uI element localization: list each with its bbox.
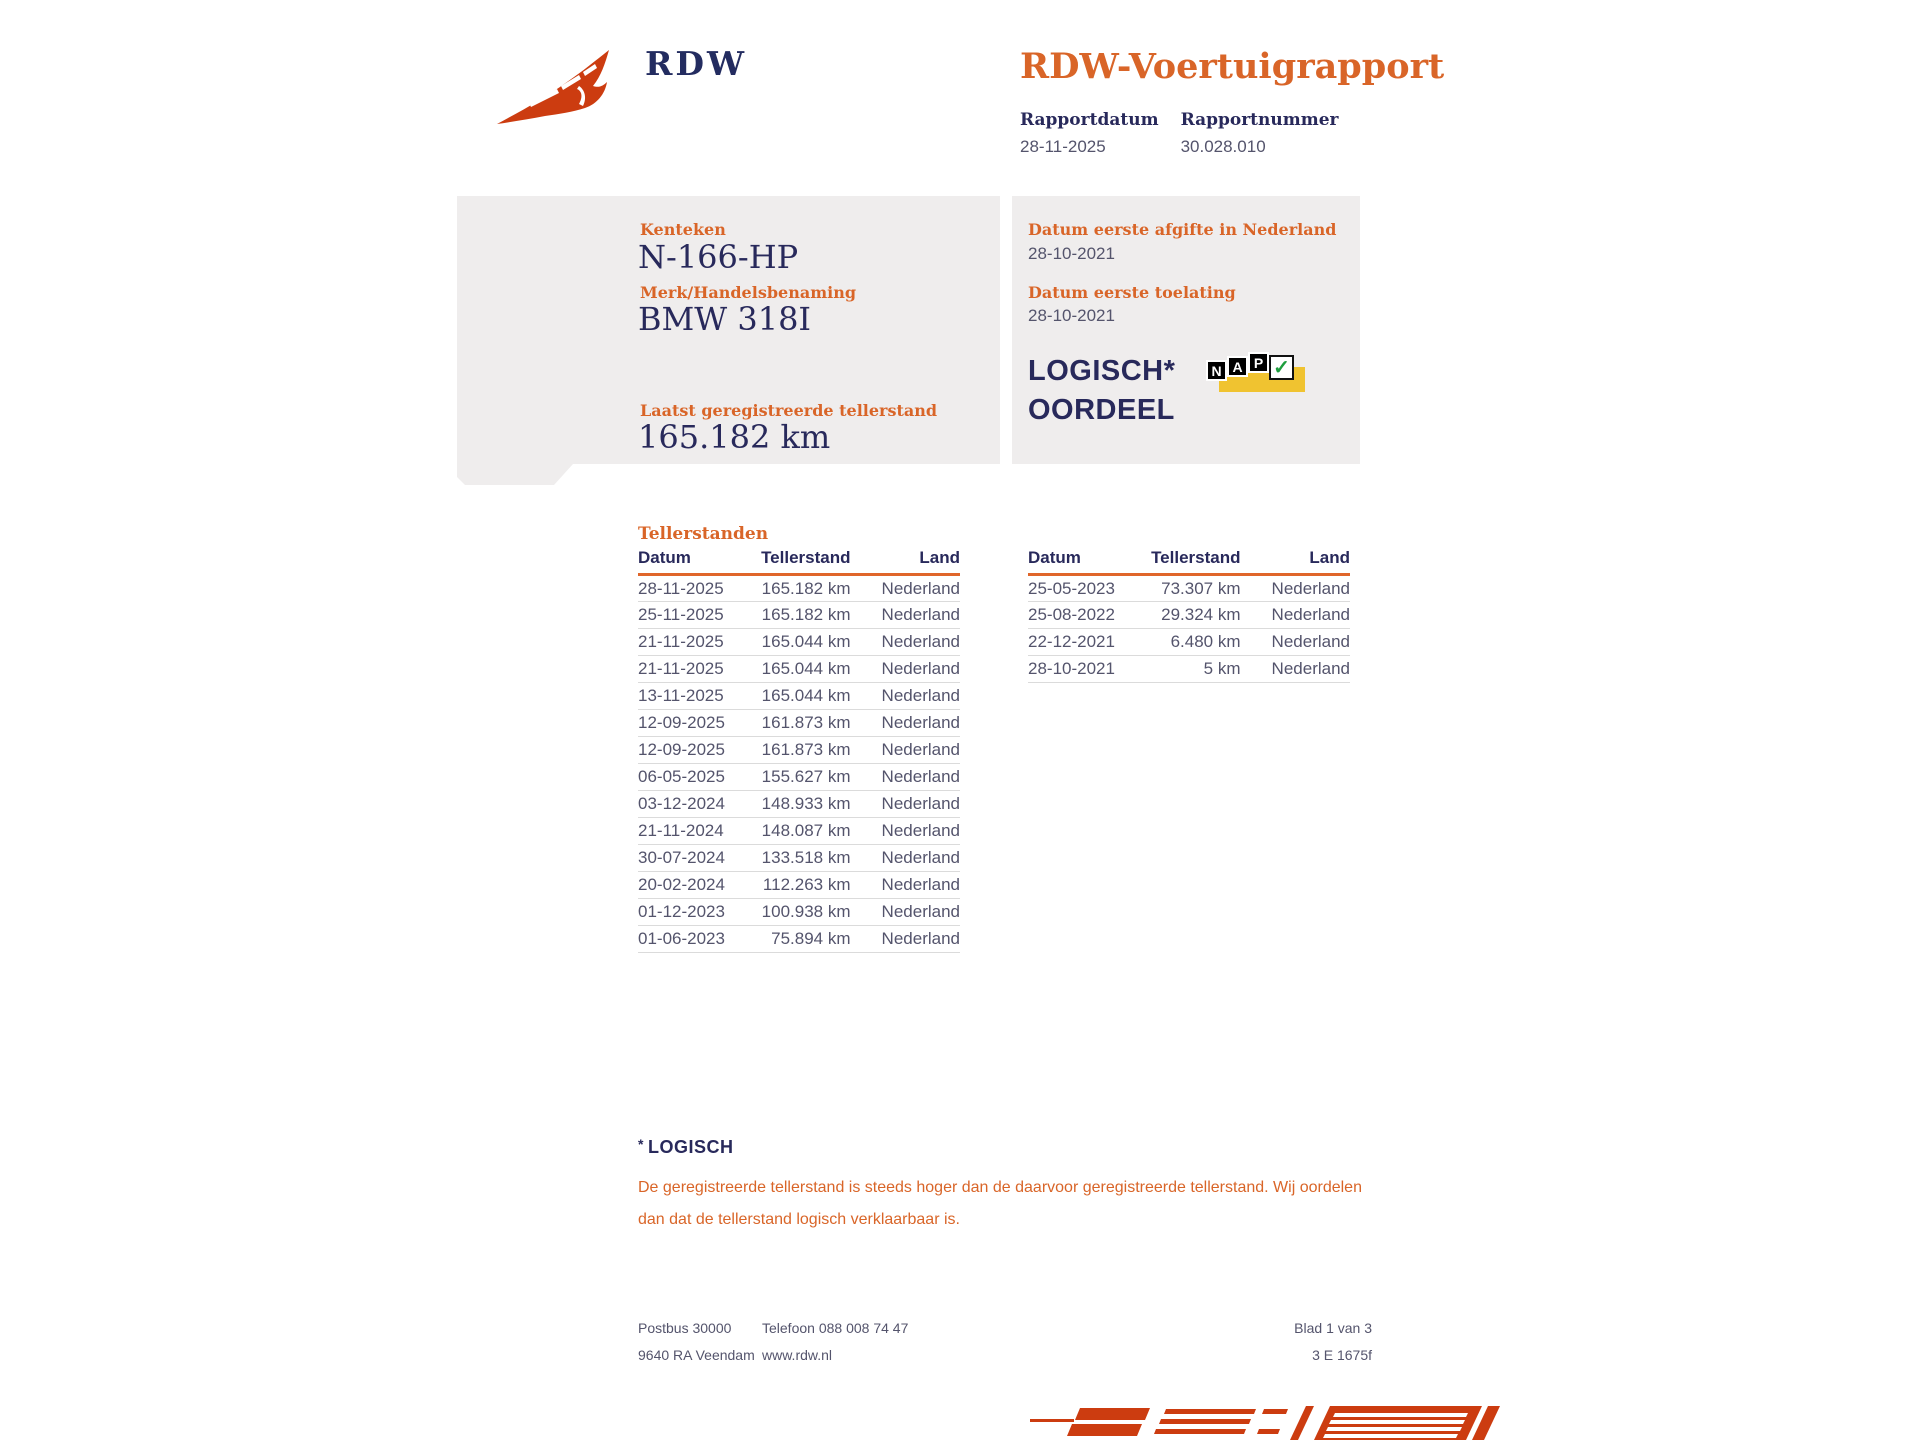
column-header-tellerstand: Tellerstand [754, 548, 851, 575]
table-cell: 133.518 km [754, 845, 851, 872]
table-row [1028, 629, 1350, 656]
table-cell: 21-11-2025 [638, 656, 754, 683]
table-cell: Nederland [851, 575, 961, 602]
toelating-value: 28-10-2021 [1028, 306, 1115, 325]
nap-logo [1206, 350, 1310, 396]
report-date-value: 28-11-2025 [1020, 137, 1106, 156]
afgifte-value: 28-10-2021 [1028, 244, 1115, 263]
footer-website: www.rdw.nl [762, 1347, 833, 1363]
table-cell: 21-11-2024 [638, 818, 754, 845]
table-cell: 28-10-2021 [1028, 656, 1144, 683]
table-row [638, 872, 960, 899]
table-row [638, 575, 960, 602]
table-row [638, 737, 960, 764]
table-cell: 12-09-2025 [638, 737, 754, 764]
table-cell: 13-11-2025 [638, 683, 754, 710]
report-date-block [1020, 110, 1159, 157]
table-cell: 01-12-2023 [638, 899, 754, 926]
footer-page-number: Blad 1 van 3 [1294, 1320, 1372, 1336]
logisch-asterisk: * [638, 1136, 644, 1152]
oordeel-line1: LOGISCH* [1028, 355, 1176, 387]
rdw-wordmark: RDW [645, 44, 748, 83]
table-cell: 165.044 km [754, 656, 851, 683]
table-cell: 03-12-2024 [638, 791, 754, 818]
table-cell: 165.044 km [754, 629, 851, 656]
table-row [1028, 602, 1350, 629]
table-cell: Nederland [1241, 602, 1351, 629]
footer-address-line2: 9640 RA Veendam [638, 1347, 755, 1363]
table-row [638, 602, 960, 629]
table-cell: 165.044 km [754, 683, 851, 710]
table-cell: 148.087 km [754, 818, 851, 845]
table-cell: 112.263 km [754, 872, 851, 899]
table-cell: Nederland [1241, 656, 1351, 683]
tellerstanden-heading: Tellerstanden [638, 524, 769, 544]
rdw-speed-lines-graphic [1030, 1406, 1500, 1440]
table-cell: 22-12-2021 [1028, 629, 1144, 656]
table-cell: 6.480 km [1144, 629, 1241, 656]
rdw-feather-icon [495, 46, 615, 126]
report-meta [1020, 110, 1339, 157]
table-row [1028, 656, 1350, 683]
table-cell: Nederland [851, 872, 961, 899]
logisch-explanation: De geregistreerde tellerstand is steeds hoger dan de daarvoor geregistreerde tellerstand. Wij oordelen dan dat de tellerstand logisch verklaarbaar is. [638, 1179, 1362, 1228]
table-cell: Nederland [851, 791, 961, 818]
table-cell: Nederland [851, 926, 961, 953]
table-cell: Nederland [851, 818, 961, 845]
table-row [638, 818, 960, 845]
table-cell: Nederland [1241, 575, 1351, 602]
rdw-logo [495, 46, 615, 126]
table-cell: 155.627 km [754, 764, 851, 791]
table-cell: 29.324 km [1144, 602, 1241, 629]
merk-label: Merk/Handelsbenaming [640, 283, 857, 302]
table-cell: Nederland [851, 602, 961, 629]
table-row [638, 629, 960, 656]
footer-address-line1: Postbus 30000 [638, 1320, 732, 1336]
nap-letter-a: A [1227, 356, 1248, 377]
oordeel-verdict [1028, 352, 1175, 430]
table-cell: 161.873 km [754, 710, 851, 737]
tellerstand-value: 165.182 km [638, 418, 831, 456]
table-cell: Nederland [851, 845, 961, 872]
table-cell: 25-08-2022 [1028, 602, 1144, 629]
merk-value: BMW 318I [638, 300, 812, 338]
table-cell: Nederland [851, 683, 961, 710]
report-date-label: Rapportdatum [1020, 110, 1159, 130]
table-row [638, 656, 960, 683]
table-cell: Nederland [851, 629, 961, 656]
table-cell: Nederland [851, 737, 961, 764]
table-cell: 148.933 km [754, 791, 851, 818]
table-cell: 20-02-2024 [638, 872, 754, 899]
odometer-table-left [638, 548, 960, 953]
odometer-table-right [1028, 548, 1350, 683]
table-cell: 100.938 km [754, 899, 851, 926]
table-cell: 28-11-2025 [638, 575, 754, 602]
footer-form-code: 3 E 1675f [1312, 1347, 1372, 1363]
column-header-land: Land [851, 548, 961, 575]
table-cell: 75.894 km [754, 926, 851, 953]
tellerstand-label: Laatst geregistreerde tellerstand [640, 401, 938, 420]
table-cell: Nederland [1241, 629, 1351, 656]
logisch-heading-text: LOGISCH [647, 1137, 734, 1157]
table-row [638, 710, 960, 737]
report-number-label: Rapportnummer [1180, 110, 1339, 130]
table-row [638, 683, 960, 710]
table-cell: Nederland [851, 764, 961, 791]
oordeel-line2: OORDEEL [1028, 394, 1175, 426]
column-header-land: Land [1241, 548, 1351, 575]
table-cell: 165.182 km [754, 602, 851, 629]
table-cell: Nederland [851, 899, 961, 926]
nap-letter-p: P [1248, 352, 1269, 373]
column-header-tellerstand: Tellerstand [1144, 548, 1241, 575]
table-row [638, 899, 960, 926]
table-cell: Nederland [851, 710, 961, 737]
table-header-row [1028, 548, 1350, 575]
nap-check-icon: ✓ [1269, 355, 1294, 380]
footer-phone: Telefoon 088 008 74 47 [762, 1320, 909, 1336]
table-cell: 01-06-2023 [638, 926, 754, 953]
nap-letter-n: N [1206, 360, 1227, 381]
column-header-datum: Datum [638, 548, 754, 575]
table-header-row [638, 548, 960, 575]
table-cell: 165.182 km [754, 575, 851, 602]
table-cell: 5 km [1144, 656, 1241, 683]
kenteken-value: N-166-HP [638, 238, 799, 276]
table-cell: 25-05-2023 [1028, 575, 1144, 602]
table-cell: Nederland [851, 656, 961, 683]
table-cell: 06-05-2025 [638, 764, 754, 791]
table-row [638, 764, 960, 791]
table-cell: 161.873 km [754, 737, 851, 764]
nap-tiles [1206, 350, 1294, 381]
table-cell: 30-07-2024 [638, 845, 754, 872]
table-cell: 73.307 km [1144, 575, 1241, 602]
table-cell: 21-11-2025 [638, 629, 754, 656]
table-row [638, 845, 960, 872]
report-number-value: 30.028.010 [1180, 137, 1266, 156]
table-row [638, 926, 960, 953]
column-header-datum: Datum [1028, 548, 1144, 575]
report-number-block [1181, 110, 1339, 157]
table-cell: 25-11-2025 [638, 602, 754, 629]
afgifte-label: Datum eerste afgifte in Nederland [1028, 220, 1337, 239]
logisch-heading [638, 1136, 733, 1158]
toelating-label: Datum eerste toelating [1028, 283, 1236, 302]
kenteken-label: Kenteken [640, 220, 726, 239]
table-cell: 12-09-2025 [638, 710, 754, 737]
page-title: RDW-Voertuigrapport [1020, 46, 1445, 87]
table-row [638, 791, 960, 818]
table-row [1028, 575, 1350, 602]
